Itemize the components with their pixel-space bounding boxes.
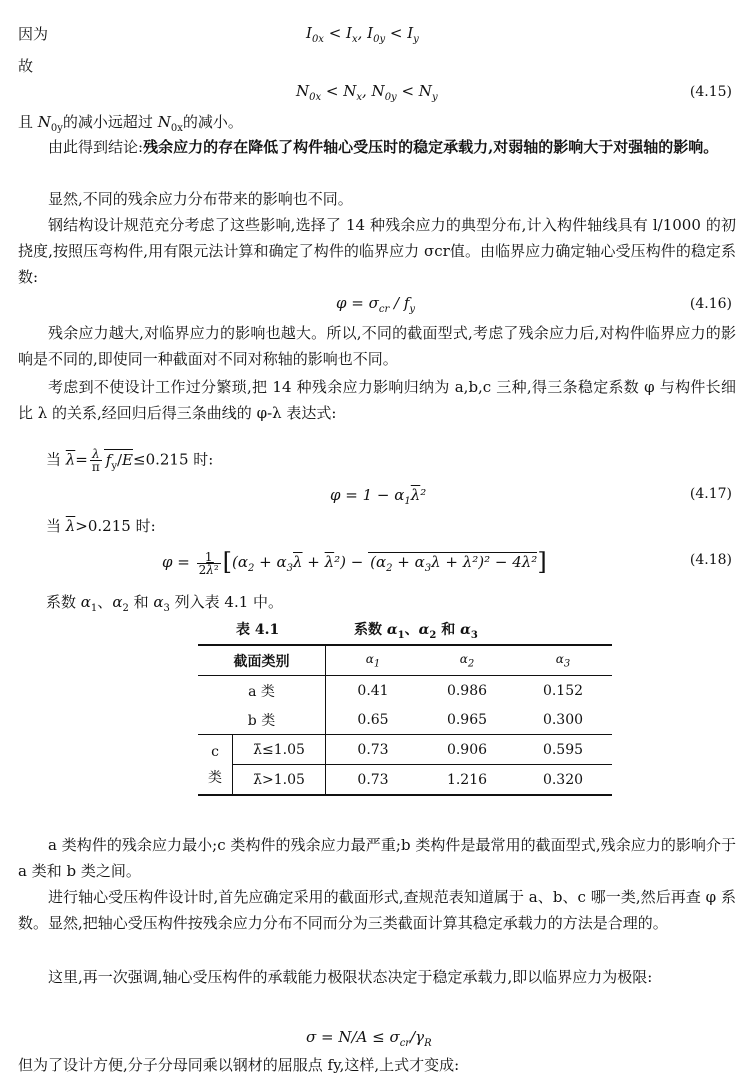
table-cell: 0.65 bbox=[357, 711, 389, 728]
table-cell: 0.41 bbox=[357, 682, 389, 699]
c-class-letter: c bbox=[211, 743, 219, 760]
table-header-alpha2: $\alpha_2$ bbox=[459, 651, 475, 670]
table-row bbox=[198, 705, 612, 735]
consider-paragraph bbox=[18, 374, 736, 426]
here-paragraph bbox=[18, 964, 736, 990]
eq-4-17-number: (4.17) bbox=[689, 486, 732, 502]
table-row bbox=[198, 765, 612, 796]
table-cell: 0.965 bbox=[446, 711, 488, 728]
consider-text: 考虑到不使设计工作过分繁琐,把 14 种残余应力影响归纳为 a,b,c 三种,得三条稳定系数 φ 与构件长细比 λ 的关系,经回归后得三条曲线的 φ-λ 表达式: bbox=[18, 378, 736, 422]
table-cell: 0.906 bbox=[420, 735, 514, 765]
inequality-n: $N_{0x} < N_x$, $N_{0y} < N_y$ bbox=[296, 82, 438, 103]
table-cell: 0.986 bbox=[446, 682, 488, 699]
when-large-lambda: 当 $\overline{\lambda}>0.215$ 时: bbox=[46, 517, 156, 535]
inequality-i: $I_{0x} < I_x$, $I_{0y} < I_y$ bbox=[306, 24, 419, 45]
table-cell-category: λ̄≤1.05 bbox=[233, 735, 326, 765]
table-cell: 0.595 bbox=[514, 735, 612, 765]
table-row bbox=[198, 676, 612, 706]
table-cell: 1.216 bbox=[446, 771, 488, 788]
conclusion-paragraph bbox=[18, 134, 736, 160]
table-row bbox=[198, 735, 612, 765]
coeff-line: 系数 $\alpha_1$、$\alpha_2$ 和 $\alpha_3$ 列入表 4.1 中。 bbox=[46, 593, 284, 614]
table-caption: 系数 $\alpha_1$、$\alpha_2$ 和 $\alpha_3$ bbox=[354, 622, 478, 641]
code-paragraph bbox=[18, 212, 736, 290]
design-text: 进行轴心受压构件设计时,首先应确定采用的截面形式,查规范表知道属于 a、b、c 哪一类,然后再查 φ 系数。显然,把轴心受压构件按残余应力分布不同而分为三类截面计算其稳定承载力的方法是合理的。 bbox=[18, 888, 736, 932]
c-class-suffix: 类 bbox=[208, 769, 222, 786]
table-header-alpha1: $\alpha_1$ bbox=[365, 651, 381, 670]
eq-4-18-number: (4.18) bbox=[689, 552, 732, 568]
conclusion-bold: 残余应力的存在降低了构件轴心受压时的稳定承载力,对弱轴的影响大于对强轴的影响。 bbox=[143, 138, 719, 156]
table-number: 表 4.1 bbox=[236, 622, 280, 638]
here-text: 这里,再一次强调,轴心受压构件的承载能力极限状态决定于稳定承载力,即以临界应力为极限: bbox=[48, 968, 653, 986]
eq-4-18: φ = $\frac{1}{2\overline{\lambda}^2}$ $[(\alpha_2 + \alpha_3\overline{\lambda} + \overline{\lambda}^2) - (\alpha_2 + \alpha_3\overline{\lambda} + \overline{\lambda}^2)^2 - 4\overline{\lambda}^2]$ bbox=[162, 548, 547, 577]
code-text: 钢结构设计规范充分考虑了这些影响,选择了 14 种残余应力的典型分布,计入构件轴线具有 l/1000 的初挠度,按照压弯构件,用有限元法计算和确定了构件的临界应力 σcr值。由临界应力确定轴心受压构件的稳定系数: bbox=[18, 216, 736, 286]
table-cell: 0.73 bbox=[357, 771, 389, 788]
a-class-text: a 类构件的残余应力最小;c 类构件的残余应力最严重;b 类构件是最常用的截面型式,残余应力的影响介于 a 类和 b 类之间。 bbox=[18, 836, 736, 880]
table-header-category: 截面类别 bbox=[198, 645, 326, 676]
therefore-label: 故 bbox=[18, 57, 34, 75]
obviously-paragraph bbox=[18, 186, 736, 212]
table-cell-category: λ̄>1.05 bbox=[233, 765, 326, 796]
eq-4-16: $\varphi = \sigma_{cr} / f_y$ bbox=[336, 294, 416, 315]
eq-sigma-limit: $\sigma = N/A \le \sigma_{cr}/\gamma_R$ bbox=[306, 1028, 432, 1049]
because-label: 因为 bbox=[18, 25, 49, 43]
design-paragraph bbox=[18, 884, 736, 936]
table-cell: 0.152 bbox=[542, 682, 584, 699]
eq-4-16-number: (4.16) bbox=[689, 296, 732, 312]
table-cell: 0.300 bbox=[542, 711, 584, 728]
table-cell-c-class bbox=[198, 735, 233, 796]
obviously-text: 显然,不同的残余应力分布带来的影响也不同。 bbox=[48, 190, 353, 208]
table-cell: 0.320 bbox=[542, 771, 584, 788]
ny-reduction-text: 且 $N_{0y}$的减小远超过 $N_{0x}$的减小。 bbox=[18, 113, 243, 134]
residual-paragraph bbox=[18, 320, 736, 372]
when-small-lambda: 当 $\overline{\lambda}=$ $\frac{\lambda}{\pi}$ $f_y/E\le 0.215$ 时: bbox=[46, 448, 213, 477]
table-header-alpha3: $\alpha_3$ bbox=[555, 651, 571, 670]
last-line: 但为了设计方便,分子分母同乘以钢材的屈服点 fy,这样,上式才变成: bbox=[18, 1056, 460, 1074]
table-cell-category: a 类 bbox=[198, 676, 326, 706]
table-cell-category: b 类 bbox=[198, 705, 326, 735]
eq-4-17: $\varphi = 1 - \alpha_1\overline{\lambda}^2$ bbox=[330, 486, 427, 507]
conclusion-lead: 由此得到结论: bbox=[48, 138, 144, 156]
eq-4-15-number: (4.15) bbox=[689, 84, 732, 100]
a-class-paragraph bbox=[18, 832, 736, 884]
residual-text: 残余应力越大,对临界应力的影响也越大。所以,不同的截面型式,考虑了残余应力后,对构件临界应力的影响是不同的,即使同一种截面对不同对称轴的影响也不同。 bbox=[18, 324, 736, 368]
table-cell: 0.73 bbox=[326, 735, 421, 765]
coefficient-table bbox=[198, 644, 612, 796]
